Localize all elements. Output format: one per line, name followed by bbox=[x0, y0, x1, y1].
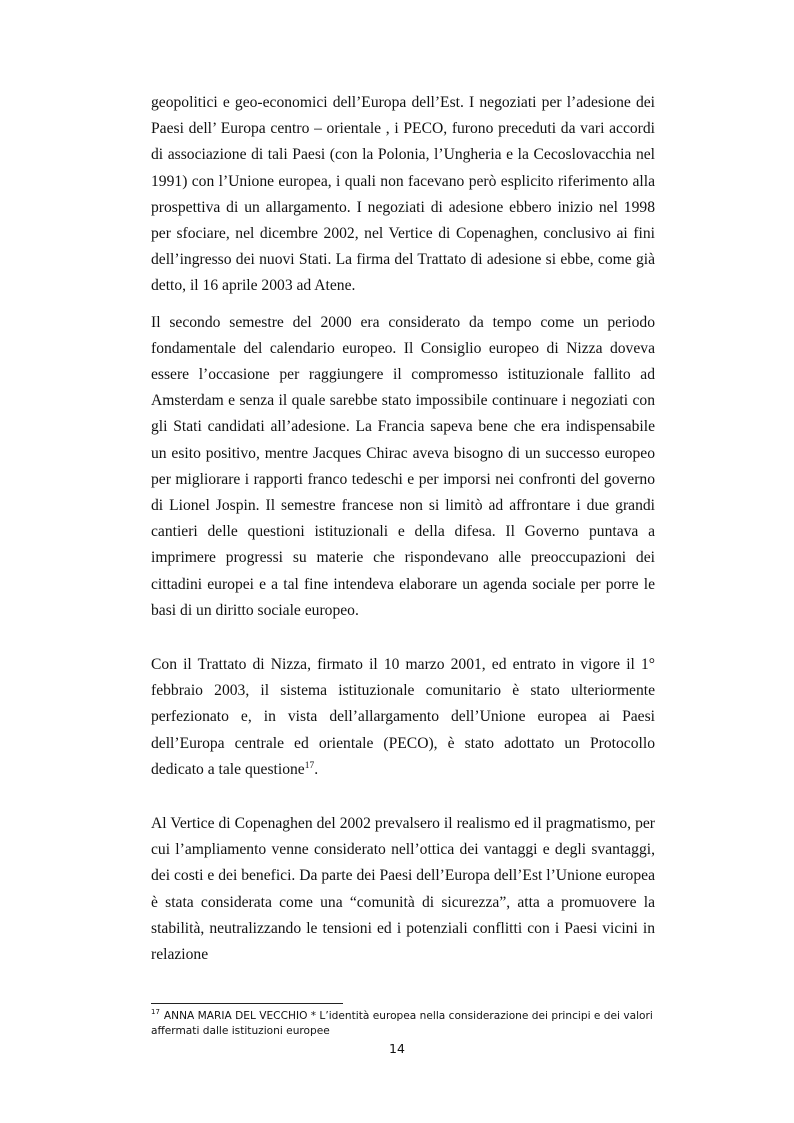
page-number: 14 bbox=[389, 1041, 405, 1056]
body-text bbox=[151, 90, 655, 968]
footnote bbox=[151, 1009, 671, 1039]
footnote-number: 17 bbox=[151, 1008, 160, 1017]
footnote-text: ANNA MARIA DEL VECCHIO * L’identità europea nella considerazione dei principi e dei valori affermati dalle istituzioni europee bbox=[151, 1010, 653, 1037]
paragraph-3 bbox=[151, 652, 655, 783]
paragraph-3-text: Con il Trattato di Nizza, firmato il 10 marzo 2001, ed entrato in vigore il 1° febbraio 2003, il sistema istituzionale comunitario è stato ulteriormente perfezionato e, in vista dell’allargamento dell’Unione europea ai Paesi dell’Europa centrale ed orientale (PECO), è stato adottato un Protocollo dedicato a tale questione bbox=[151, 656, 655, 778]
footnote-divider bbox=[151, 1003, 343, 1004]
paragraph-4: Al Vertice di Copenaghen del 2002 prevalsero il realismo ed il pragmatismo, per cui l’ampliamento venne considerato nell’ottica dei vantaggi e degli svantaggi, dei costi e dei benefici. Da parte dei Paesi dell’Europa dell’Est l’Unione europea è stata considerata come una “comunità di sicurezza”, atta a promuovere la stabilità, neutralizzando le tensioni ed i potenziali conflitti con i Paesi vicini in relazione bbox=[151, 815, 655, 964]
paragraph-2: Il secondo semestre del 2000 era considerato da tempo come un periodo fondamentale del calendario europeo. Il Consiglio europeo di Nizza doveva essere l’occasione per raggiungere il compromesso istituzionale fallito ad Amsterdam e senza il quale sarebbe stato impossibile continuare i negoziati con gli Stati candidati all’adesione. La Francia sapeva bene che era indispensabile un esito positivo, mentre Jacques Chirac aveva bisogno di un successo europeo per migliorare i rapporti franco tedeschi e per imporsi nei confronti del governo di Lionel Jospin. Il semestre francese non si limitò ad affrontare i due grandi cantieri delle questioni istituzionali e della difesa. Il Governo puntava a imprimere progressi su materie che rispondevano alle preoccupazioni dei cittadini europei e a tal fine intendeva elaborare un agenda sociale per porre le basi di un diritto sociale europeo. bbox=[151, 313, 655, 619]
paragraph-3-end: . bbox=[314, 760, 319, 778]
paragraph-1: geopolitici e geo-economici dell’Europa dell’Est. I negoziati per l’adesione dei Paesi dell’ Europa centro – orientale , i PECO, furono preceduti da vari accordi di associazione di tali Paesi (con la Polonia, l’Ungheria e la Cecoslovacchia nel 1991) con l’Unione europea, i quali non facevano però esplicito riferimento alla prospettiva di un allargamento. I negoziati di adesione ebbero inizio nel 1998 per sfociare, nel dicembre 2002, nel Vertice di Copenaghen, conclusivo ai fini dell’ingresso dei nuovi Stati. La firma del Trattato di adesione si ebbe, come già detto, il 16 aprile 2003 ad Atene. bbox=[151, 94, 655, 295]
footnote-reference: 17 bbox=[304, 760, 315, 771]
